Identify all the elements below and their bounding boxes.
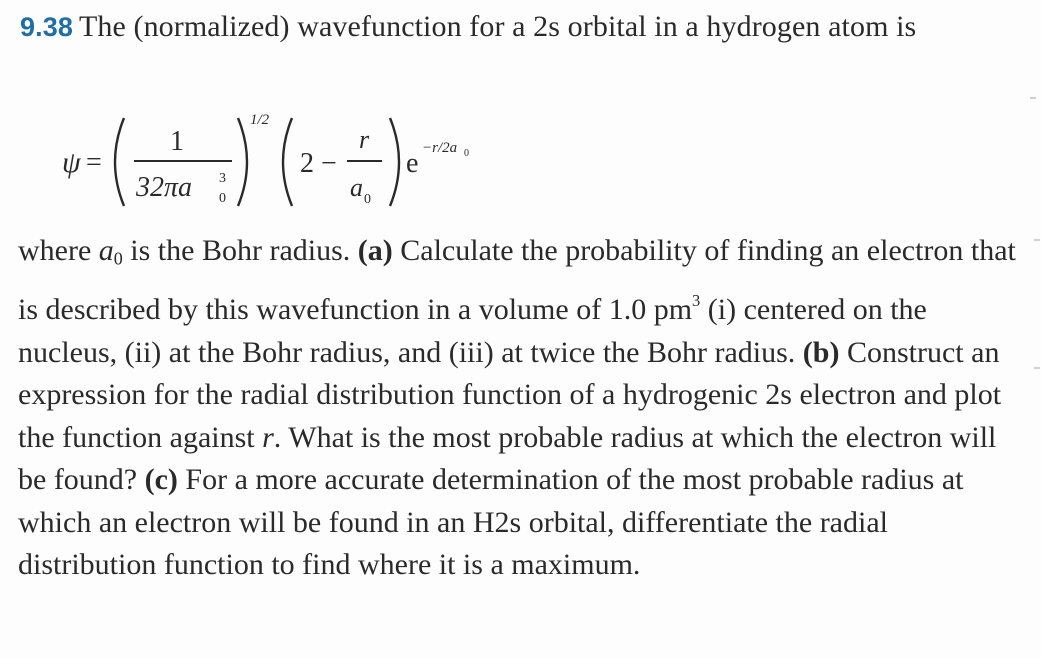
psi-symbol: ψ [62, 146, 81, 179]
right-paren-2 [390, 118, 399, 206]
denominator-subscript: 0 [219, 191, 226, 206]
is-bohr-text: is the Bohr radius. [122, 234, 358, 267]
problem-number: 9.38 [20, 12, 73, 42]
exponential-power: −r/2a [422, 140, 458, 156]
part-b-text: Construct an expression for the radial distribution function of a hydrogenic 2s electron and plot the function against [18, 335, 1002, 454]
problem-body [18, 230, 1028, 587]
part-c-text: For a more accurate determination of the most probable radius at which an electron will be found in an H2s orbital, differentiate the radial distribution function to find where it is a maximum. [18, 463, 964, 582]
wavefunction-equation [62, 110, 582, 218]
problem-paragraph [18, 230, 1028, 587]
part-a-continued: (i) centered on the nucleus, (ii) at the Bohr radius, and (iii) at twice the Bohr radius. [18, 293, 927, 369]
where-text: where [18, 234, 92, 267]
fraction2-numerator: r [359, 125, 370, 154]
margin-tick [1030, 97, 1036, 99]
equals-sign: = [86, 147, 102, 178]
fraction2-denominator: a [350, 173, 363, 202]
denominator-superscript: 3 [219, 171, 226, 186]
part-a-text: Calculate the probability of finding an electron that is described by this wavefunction in a volume of 1.0 pm [18, 234, 1016, 327]
left-paren-1 [115, 118, 124, 206]
exponential-power-subscript: 0 [464, 148, 469, 159]
two-minus: 2 − [300, 148, 337, 179]
fraction-denominator: 32πa [136, 172, 193, 203]
margin-tick [1034, 239, 1040, 241]
power-one-half: 1/2 [250, 112, 270, 128]
part-b-label: (b) [802, 335, 840, 369]
part-c-label: (c) [144, 463, 178, 497]
r-symbol: r [262, 420, 274, 454]
fraction-numerator: 1 [170, 126, 184, 157]
fraction2-denominator-subscript: 0 [364, 192, 371, 207]
pm-cubed-superscript: 3 [692, 291, 701, 310]
problem-heading [20, 4, 1020, 50]
margin-tick [1034, 367, 1040, 369]
right-paren-1 [238, 118, 247, 206]
exponential-e: e [406, 148, 419, 179]
part-a-label: (a) [357, 234, 393, 267]
left-paren-2 [283, 118, 292, 206]
bohr-radius-symbol: $a_0$ [98, 234, 123, 269]
problem-heading-text: The (normalized) wavefunction for a 2s orbital in a hydrogen atom is [78, 10, 917, 43]
part-b-continued: . What is the most probable radius at which the electron will be found? [18, 420, 997, 497]
